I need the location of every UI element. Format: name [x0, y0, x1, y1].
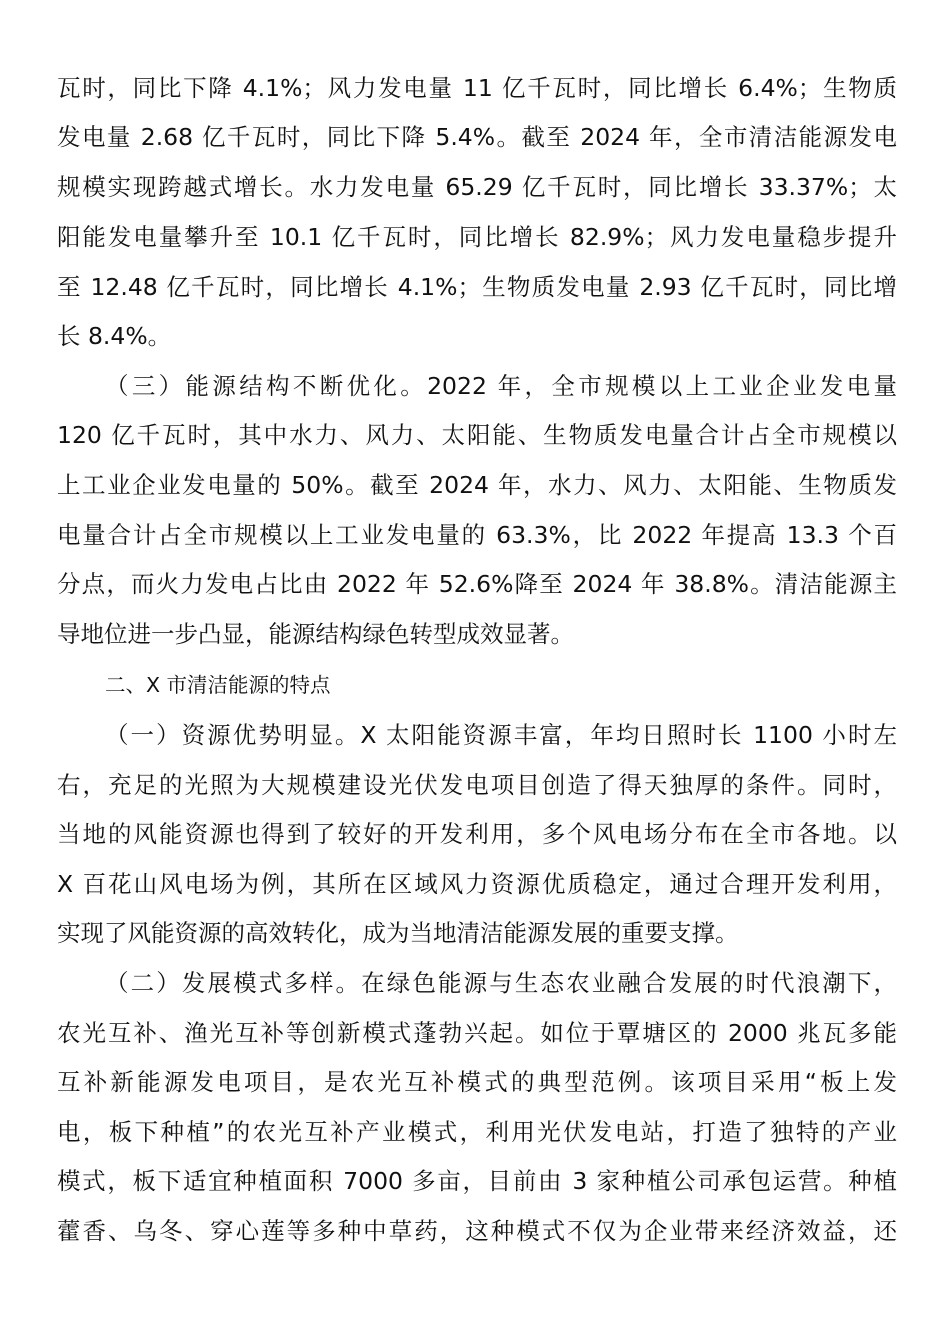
- text-line: 藿香、乌冬、穿心莲等多种中草药，这种模式不仅为企业带来经济效益，还: [57, 1217, 897, 1245]
- text-line: 瓦时，同比下降 4.1%；风力发电量 11 亿千瓦时，同比增长 6.4%；生物质: [57, 74, 897, 102]
- text-line: 120 亿千瓦时，其中水力、风力、太阳能、生物质发电量合计占全市规模以: [57, 421, 897, 449]
- text-line: 电，板下种植”的农光互补产业模式，利用光伏发电站，打造了独特的产业: [57, 1118, 897, 1146]
- text-line: （一）资源优势明显。X 太阳能资源丰富，年均日照时长 1100 小时左: [105, 721, 897, 749]
- text-line: 电量合计占全市规模以上工业发电量的 63.3%，比 2022 年提高 13.3 个百: [57, 521, 897, 549]
- text-line: 至 12.48 亿千瓦时，同比增长 4.1%；生物质发电量 2.93 亿千瓦时，同比增: [57, 273, 897, 301]
- text-line: 当地的风能资源也得到了较好的开发利用，多个风电场分布在全市各地。以: [57, 820, 897, 848]
- text-line: 分点，而火力发电占比由 2022 年 52.6%降至 2024 年 38.8%。清洁能源主: [57, 570, 897, 598]
- text-line: 互补新能源发电项目，是农光互补模式的典型范例。该项目采用“板上发: [57, 1068, 897, 1096]
- text-line: 规模实现跨越式增长。水力发电量 65.29 亿千瓦时，同比增长 33.37%；太: [57, 173, 897, 201]
- text-line: 实现了风能资源的高效转化，成为当地清洁能源发展的重要支撑。: [57, 919, 739, 947]
- text-line: （二）发展模式多样。在绿色能源与生态农业融合发展的时代浪潮下，: [105, 969, 897, 997]
- text-line: 阳能发电量攀升至 10.1 亿千瓦时，同比增长 82.9%；风力发电量稳步提升: [57, 223, 897, 251]
- text-line: 模式，板下适宜种植面积 7000 多亩，目前由 3 家种植公司承包运营。种植: [57, 1167, 897, 1195]
- text-line: 上工业企业发电量的 50%。截至 2024 年，水力、风力、太阳能、生物质发: [57, 471, 897, 499]
- text-line: 农光互补、渔光互补等创新模式蓬勃兴起。如位于覃塘区的 2000 兆瓦多能: [57, 1019, 897, 1047]
- text-line: 导地位进一步凸显，能源结构绿色转型成效显著。: [57, 620, 574, 648]
- text-line: 右，充足的光照为大规模建设光伏发电项目创造了得天独厚的条件。同时，: [57, 771, 897, 799]
- text-line: X 百花山风电场为例，其所在区域风力资源优质稳定，通过合理开发利用，: [57, 870, 897, 898]
- text-line: 长 8.4%。: [57, 322, 172, 350]
- text-line: （三）能源结构不断优化。2022 年，全市规模以上工业企业发电量: [105, 372, 897, 400]
- text-line: 发电量 2.68 亿千瓦时，同比下降 5.4%。截至 2024 年，全市清洁能源发电: [57, 123, 897, 151]
- section-heading: 二、X 市清洁能源的特点: [105, 673, 331, 697]
